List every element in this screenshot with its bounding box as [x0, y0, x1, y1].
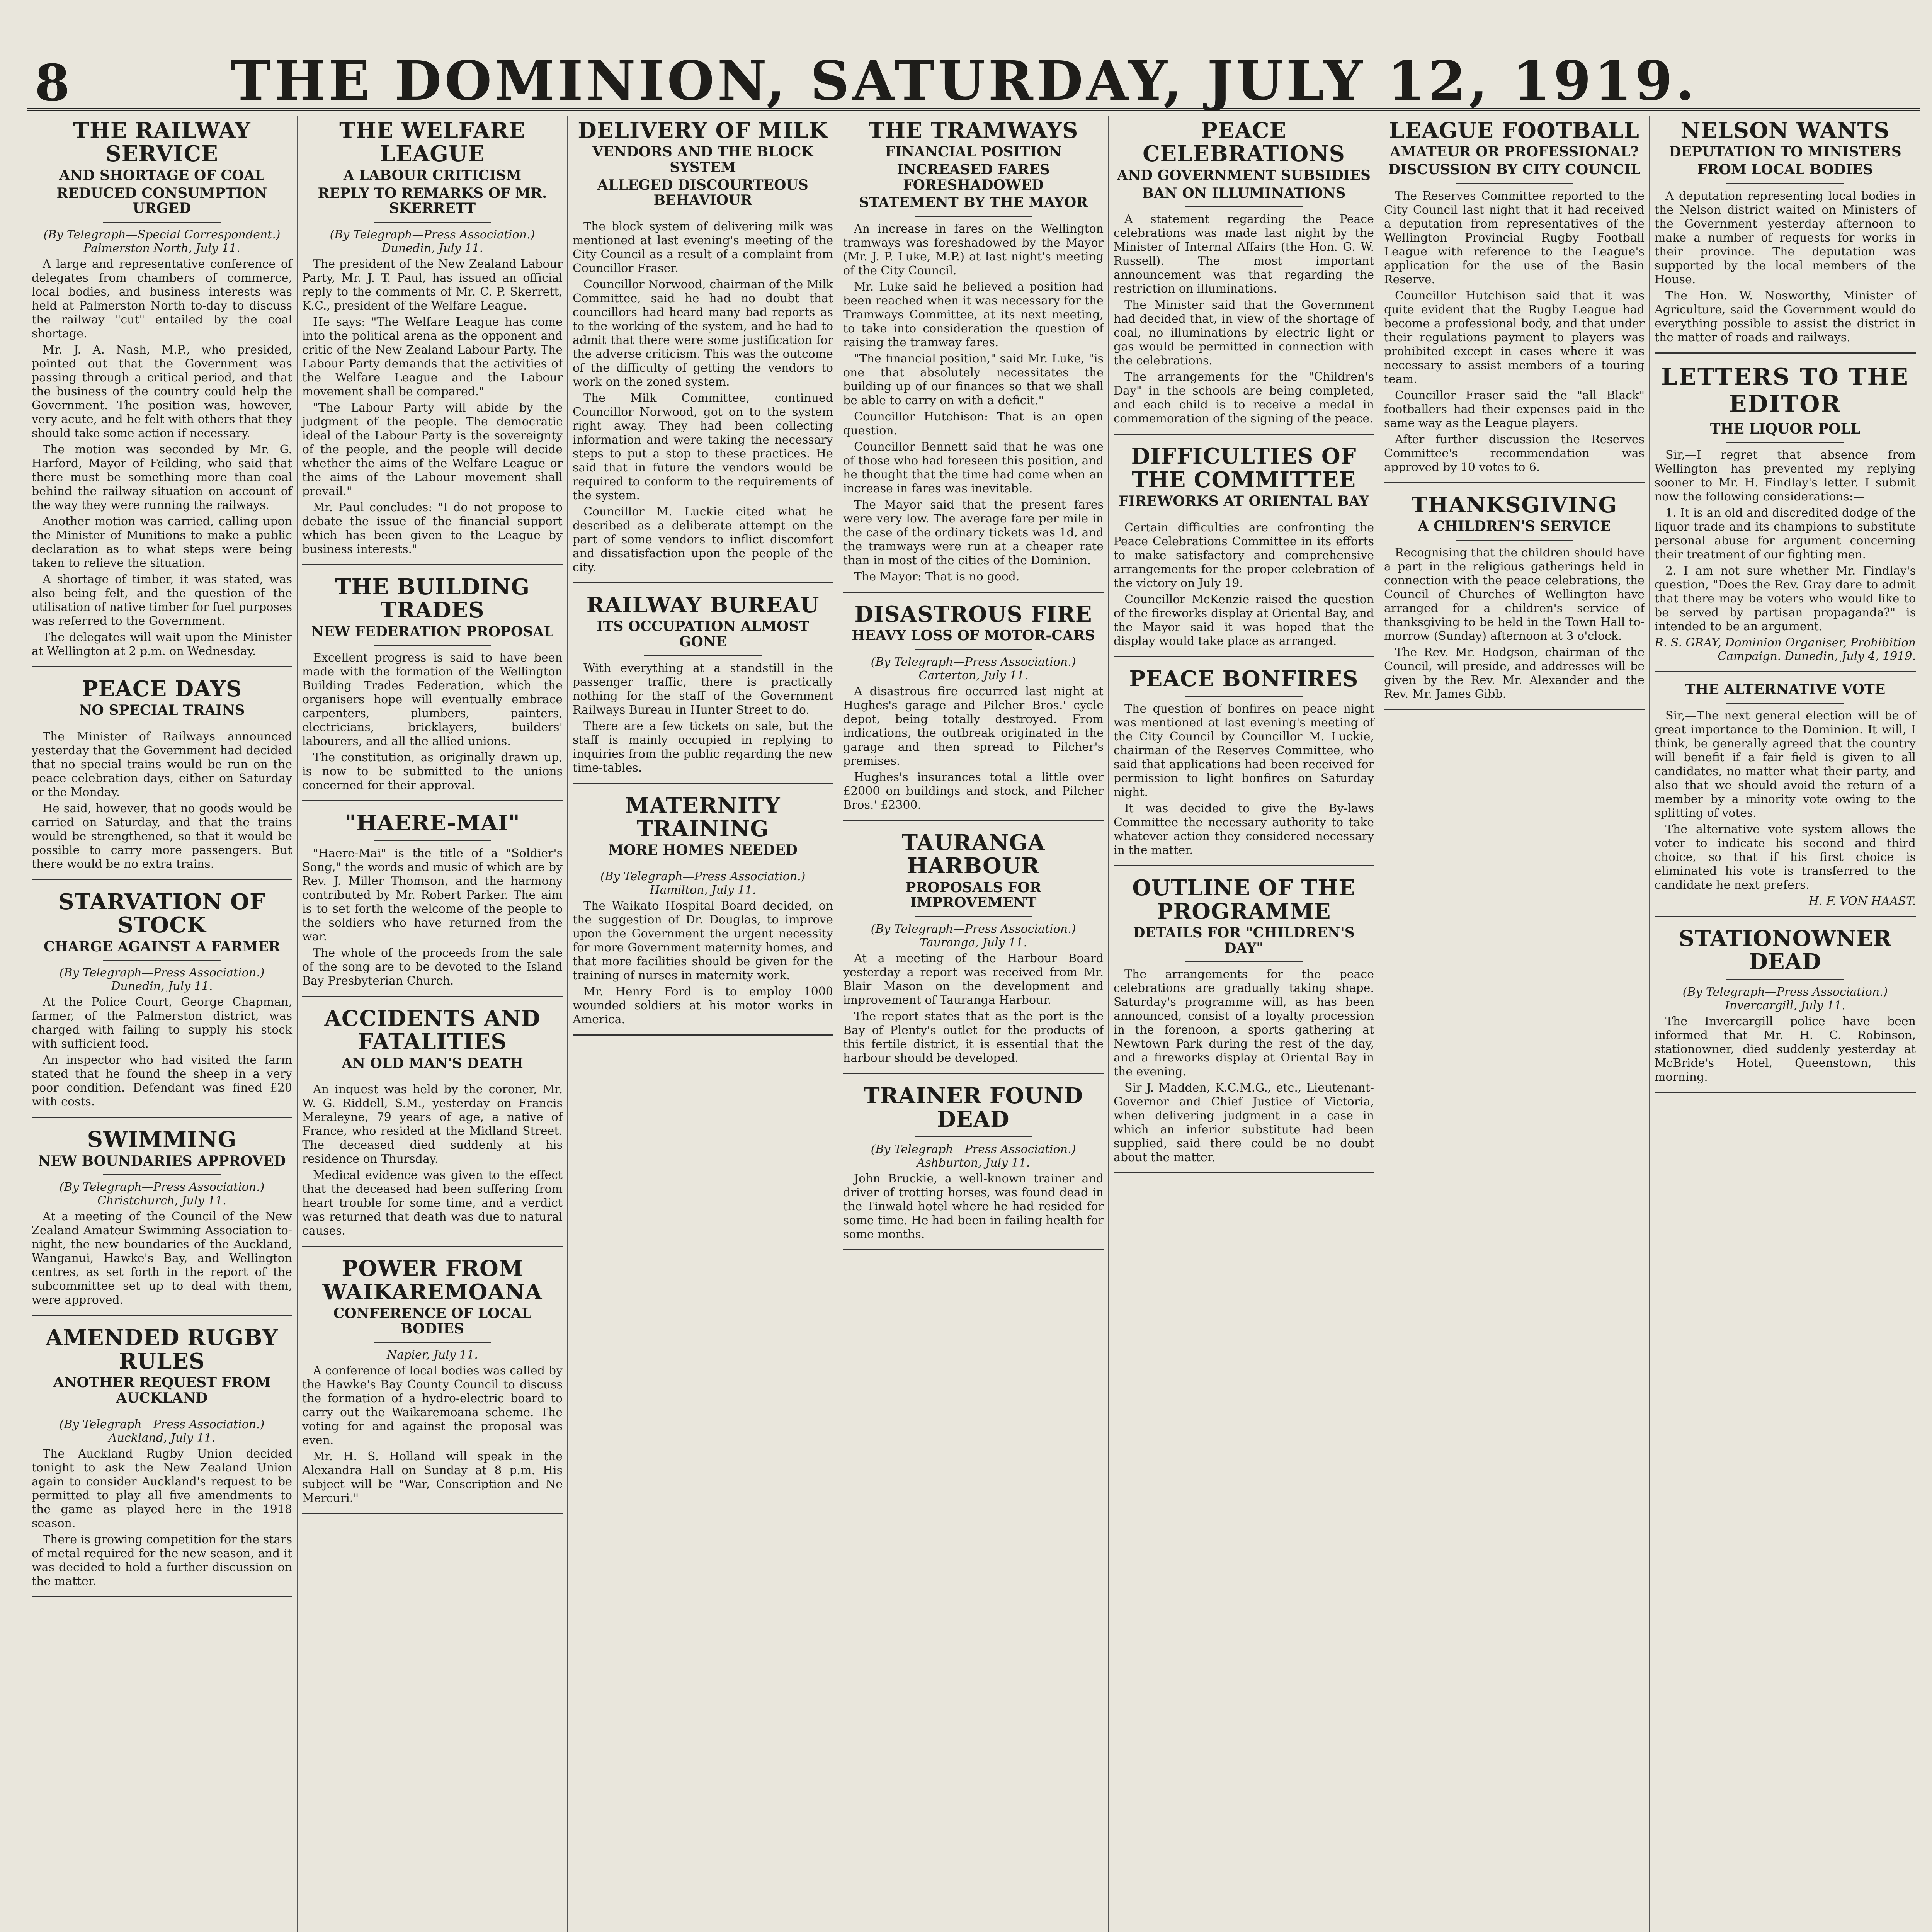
article-divider — [32, 879, 292, 880]
headline-rule — [644, 655, 761, 656]
article — [1655, 119, 1916, 354]
article-body — [1114, 702, 1374, 857]
page-number: 8 — [35, 53, 70, 112]
article-paragraph: At the Police Court, George Chapman, farmer, of the Palmerston district, was charged with failing to supply his stock with sufficient food. — [32, 995, 292, 1051]
article-subheading: HEAVY LOSS OF MOTOR-CARS — [852, 628, 1095, 644]
article-subheading: CONFERENCE OF LOCAL BODIES — [333, 1305, 532, 1337]
article-paragraph: A statement regarding the Peace celebrations was made last night by the Minister of Internal Affairs (the Hon. G. W. Russell). The most important announcement was that regarding the restriction on illuminations. — [1114, 213, 1374, 296]
article-paragraph: Excellent progress is said to have been made with the formation of the Wellington Building Trades Federation, which the organisers hope will eventually embrace carpenters, plumbers, painters, electricians, bricklayers, builders' labourers, and all the allied unions. — [302, 651, 563, 748]
article-paragraph: The arrangements for the peace celebrations are gradually taking shape. Saturday's programme will, as has been announced, consist of a loyalty procession in the forenoon, a sports gathering at Newtown Park during the rest of the day, and a fireworks display at Oriental Bay in the evening. — [1114, 968, 1374, 1079]
article-paragraph: "Haere-Mai" is the title of a "Soldier's Song," the words and music of which are by Rev. J. Miller Thomson, and the harmony contributed by Mr. Robert Parker. The aim is to set forth the welcome of the people to the soldiers who have returned from the war. — [302, 846, 563, 944]
article-paragraph: Hughes's insurances total a little over £2000 on buildings and stock, and Pilcher Bros.' £2300. — [843, 770, 1104, 812]
article-subheading: ITS OCCUPATION ALMOST GONE — [596, 618, 810, 650]
article-headline: STARVATION OF STOCK — [58, 889, 265, 938]
article-paragraph: The Reserves Committee reported to the City Council last night that it had received a deputation from representatives of the Wellington Provincial Rugby Football League with reference to the League's application for the use of the Basin Reserve. — [1384, 189, 1645, 286]
columns-container — [27, 116, 1920, 1932]
article-subheading: A CHILDREN'S SERVICE — [1418, 518, 1611, 535]
article-dateline: (By Telegraph—Special Correspondent.) Palmerston North, July 11. — [43, 228, 281, 255]
article-subheading: ALLEGED DISCOURTEOUS BEHAVIOUR — [597, 177, 808, 209]
article — [302, 1257, 563, 1514]
article-paragraph: Sir,—I regret that absence from Wellington has prevented my replying sooner to Mr. H. Findlay's letter. I submit now the following considerations:— — [1655, 448, 1916, 504]
headline-rule — [103, 222, 220, 223]
article-divider — [32, 1117, 292, 1118]
article-divider — [302, 800, 563, 801]
masthead — [27, 19, 1920, 111]
article — [32, 1128, 292, 1316]
article-headline: PEACE DAYS — [82, 676, 242, 702]
article-headline: TRAINER FOUND DEAD — [864, 1083, 1083, 1132]
article — [1655, 364, 1916, 672]
article-paragraph: Councillor Fraser said the "all Black" footballers had their expenses paid in the same way as the League players. — [1384, 388, 1645, 430]
article-subheading: MORE HOMES NEEDED — [608, 842, 798, 859]
article-headline: OUTLINE OF THE PROGRAMME — [1132, 875, 1355, 924]
article-divider — [32, 666, 292, 667]
article-paragraph: Councillor McKenzie raised the question of the fireworks display at Oriental Bay, and the Mayor said it was hoped that the display would take place as arranged. — [1114, 592, 1374, 648]
article-paragraph: The Waikato Hospital Board decided, on the suggestion of Dr. Douglas, to improve upon the Government the urgent necessity for more Government maternity homes, and that more facilities should be given for the training of nurses in maternity work. — [573, 899, 833, 983]
article-paragraph: Mr. Paul concludes: "I do not propose to debate the issue of the financial support which has been given to the League by business interests." — [302, 500, 563, 556]
newspaper-title: THE DOMINION, SATURDAY, JULY 12, 1919. — [231, 49, 1698, 113]
article-subheading: REDUCED CONSUMPTION URGED — [56, 185, 267, 217]
article-paragraph: The Minister said that the Government had decided that, in view of the shortage of coal, no illuminations by electric light or gas would be permitted in connection with the celebrations. — [1114, 298, 1374, 368]
article-headline: NELSON WANTS — [1680, 118, 1890, 143]
article-subheading: DETAILS FOR "CHILDREN'S DAY" — [1133, 925, 1355, 956]
headline-rule — [374, 645, 491, 646]
headline-rule — [374, 1342, 491, 1343]
article-headline: PEACE CELEBRATIONS — [1143, 118, 1345, 167]
article-dateline: Napier, July 11. — [387, 1348, 478, 1362]
article-headline: LEAGUE FOOTBALL — [1389, 118, 1639, 143]
article — [1384, 493, 1645, 710]
article-body — [32, 257, 292, 658]
column-5 — [1109, 116, 1379, 1932]
letter-signature: R. S. GRAY, Dominion Organiser, Prohibition Campaign. Dunedin, July 4, 1919. — [1655, 636, 1916, 663]
article-subheading: BAN ON ILLUMINATIONS — [1142, 185, 1346, 201]
headline-rule — [1185, 961, 1302, 962]
article-paragraph: John Bruckie, a well-known trainer and driver of trotting horses, was found dead in the Tinwald hotel where he had resided for some time. He had been in failing health for some months. — [843, 1172, 1104, 1241]
article — [302, 575, 563, 802]
article — [1114, 667, 1374, 866]
article-subheading: AN OLD MAN'S DEATH — [342, 1055, 523, 1071]
article-divider — [1655, 352, 1916, 354]
article-body — [1114, 213, 1374, 426]
article — [573, 119, 833, 583]
headline-rule — [1726, 703, 1844, 704]
article-headline: "HAERE-MAI" — [345, 810, 520, 836]
article-paragraph: Councillor Hutchison said that it was quite evident that the Rugby League had become a professional body, and that under their regulations payment to players was prohibited except in cases where it was necessary to assist members of a touring team. — [1384, 289, 1645, 386]
article-subheading: PROPOSALS FOR IMPROVEMENT — [905, 879, 1041, 911]
letter-signature: H. F. VON HAAST. — [1808, 894, 1916, 908]
article-subheading: FINANCIAL POSITION — [885, 144, 1062, 160]
article-paragraph: The Invercargill police have been informed that Mr. H. C. Robinson, stationowner, died suddenly yesterday at McBride's Hotel, Queenstown, this morning. — [1655, 1014, 1916, 1084]
article-body — [843, 222, 1104, 584]
article-paragraph: There is growing competition for the stars of metal required for the new season, and it was decided to hold a further discussion on the matter. — [32, 1532, 292, 1588]
article-divider — [1655, 1092, 1916, 1093]
article-subheading: REPLY TO REMARKS OF MR. SKERRETT — [318, 185, 547, 217]
article-paragraph: A large and representative conference of delegates from chambers of commerce, local bodies, and business interests was held at Palmerston North to-day to discuss the railway "cut" entailed by the coal shortage. — [32, 257, 292, 340]
article-headline: THE WELFARE LEAGUE — [339, 118, 526, 167]
article-paragraph: The block system of delivering milk was mentioned at last evening's meeting of the City Council as a result of a complaint from Councillor Fraser. — [573, 219, 833, 275]
article-headline: MATERNITY TRAINING — [625, 793, 781, 842]
article-dateline: (By Telegraph—Press Association.) Tauranga, July 11. — [871, 922, 1076, 950]
article-headline: LETTERS TO THE EDITOR — [1661, 363, 1909, 418]
column-2 — [298, 116, 568, 1932]
article-paragraph: The whole of the proceeds from the sale of the song are to be devoted to the Island Bay Presbyterian Church. — [302, 946, 563, 988]
article-subheading: NO SPECIAL TRAINS — [79, 702, 245, 719]
article-subheading: AMATEUR OR PROFESSIONAL? — [1390, 144, 1639, 160]
article-headline: STATIONOWNER DEAD — [1679, 925, 1892, 975]
article-body — [1655, 1015, 1916, 1084]
article-subheading: INCREASED FARES FORESHADOWED — [897, 162, 1050, 193]
article-paragraph: The Mayor said that the present fares were very low. The average fare per mile in the case of the ordinary tickets was 1d, and the tramways were run at a cheaper rate than in most of the cities of the Dominion. — [843, 498, 1104, 567]
article-divider — [843, 1249, 1104, 1250]
headline-rule — [374, 840, 491, 841]
column-1 — [27, 116, 298, 1932]
article-paragraph: A conference of local bodies was called by the Hawke's Bay County Council to discuss the formation of a hydro-electric board to carry out the Waikaremoana scheme. The voting for and against the proposal was even. — [302, 1364, 563, 1447]
article-body — [302, 1083, 563, 1238]
article-divider — [573, 783, 833, 784]
headline-rule — [915, 649, 1032, 650]
article — [843, 603, 1104, 821]
article-paragraph: A disastrous fire occurred last night at Hughes's garage and Pilcher Bros.' cycle depot, being totally destroyed. From indications, the outbreak originated in the garage and then spread to Pilcher's premises. — [843, 684, 1104, 768]
headline-rule — [915, 216, 1032, 217]
headline-rule — [1456, 183, 1573, 184]
article-paragraph: The alternative vote system allows the voter to indicate his second and third choice, so that if his first choice is eliminated his vote is transferred to the candidate he next prefers. — [1655, 822, 1916, 892]
article-divider — [1114, 1172, 1374, 1173]
article-paragraph: It was decided to give the By-laws Committee the necessary authority to take whatever action they considered necessary in the matter. — [1114, 802, 1374, 857]
article-subheading: THE LIQUOR POLL — [1710, 420, 1861, 437]
article-body — [32, 995, 292, 1109]
article-paragraph: The president of the New Zealand Labour Party, Mr. J. T. Paul, has issued an official reply to the comments of Mr. C. P. Skerrett, K.C., president of the Welfare League. — [302, 257, 563, 313]
article-divider — [1114, 434, 1374, 435]
article-dateline: (By Telegraph—Press Association.) Ashburton, July 11. — [871, 1142, 1076, 1170]
article-headline: THE TRAMWAYS — [868, 118, 1078, 143]
article — [302, 1007, 563, 1247]
article-divider — [573, 1034, 833, 1036]
article — [573, 794, 833, 1036]
article-divider — [1655, 671, 1916, 672]
article-subheading: ANOTHER REQUEST FROM AUCKLAND — [53, 1374, 271, 1406]
article-paragraph: Certain difficulties are confronting the Peace Celebrations Committee in its efforts to make satisfactory and comprehensive arrangements for the proper celebration of the victory on July 19. — [1114, 520, 1374, 590]
article-paragraph: Mr. Henry Ford is to employ 1000 wounded soldiers at his motor works in America. — [573, 985, 833, 1027]
headline-rule — [1726, 183, 1844, 184]
article-subheading: DEPUTATION TO MINISTERS — [1669, 144, 1901, 160]
article-divider — [843, 592, 1104, 593]
article-subheading: FROM LOCAL BODIES — [1697, 162, 1873, 178]
article-paragraph: The constitution, as originally drawn up, is now to be submitted to the unions concerned for their approval. — [302, 751, 563, 793]
headline-rule — [915, 1136, 1032, 1137]
article-body — [1655, 189, 1916, 345]
article-divider — [302, 564, 563, 565]
article — [1655, 682, 1916, 917]
article-subheading: AND GOVERNMENT SUBSIDIES — [1117, 167, 1371, 184]
article-paragraph: Councillor Norwood, chairman of the Milk Committee, said he had no doubt that councillors had heard many bad reports as to the working of the system, and he had to admit that there were some justification for the adverse criticism. This was the outcome of the difficulty of getting the vendors to work on the zoned system. — [573, 277, 833, 389]
article-body — [1384, 546, 1645, 701]
article-paragraph: After further discussion the Reserves Committee's recommendation was approved by 10 votes to 6. — [1384, 432, 1645, 474]
article-divider — [1114, 656, 1374, 657]
article-dateline: (By Telegraph—Press Association.) Invercargill, July 11. — [1682, 985, 1888, 1012]
article-subheading: THE ALTERNATIVE VOTE — [1685, 681, 1886, 698]
article-paragraph: 2. I am not sure whether Mr. Findlay's question, "Does the Rev. Gray dare to admit that there may be voters who would like to be served by partisan propaganda?" is intended to be an argument. — [1655, 564, 1916, 634]
article — [1114, 119, 1374, 435]
headline-rule — [1185, 206, 1302, 207]
article-paragraph: Sir J. Madden, K.C.M.G., etc., Lieutenant-Governor and Chief Justice of Victoria, when delivering judgment in a case in which an inferior substitute had been supplied, said there could be no doubt about the matter. — [1114, 1081, 1374, 1165]
article-dateline: (By Telegraph—Press Association.) Hamilton, July 11. — [600, 870, 806, 897]
article-body — [1384, 189, 1645, 474]
article-paragraph: Councillor Bennett said that he was one of those who had foreseen this position, and he thought that the time had come when an increase in fares was inevitable. — [843, 440, 1104, 495]
headline-rule — [915, 916, 1032, 917]
article-body — [302, 847, 563, 988]
article-body — [573, 662, 833, 775]
article-headline: SWIMMING — [87, 1127, 237, 1153]
article-body — [573, 220, 833, 575]
article — [302, 119, 563, 565]
article-divider — [302, 1246, 563, 1247]
article-divider — [302, 996, 563, 997]
article-paragraph: The Minister of Railways announced yesterday that the Government had decided that no special trains would be run on the peace celebration days, either on Saturday or the Monday. — [32, 730, 292, 799]
article — [1114, 876, 1374, 1173]
article — [1384, 119, 1645, 483]
article-subheading: CHARGE AGAINST A FARMER — [44, 938, 280, 955]
article-paragraph: The Auckland Rugby Union decided tonight to ask the New Zealand Union again to consider Auckland's request to be permitted to play all five amendments to the game as played here in the 1918 season. — [32, 1447, 292, 1530]
article-paragraph: Sir,—The next general election will be of great importance to the Dominion. It will, I think, be generally agreed that the country will benefit if a fair field is given to all candidates, no matter what their party, and also that we should avoid the return of a member by a minority vote owing to the splitting of votes. — [1655, 709, 1916, 820]
article-paragraph: "The financial position," said Mr. Luke, "is one that absolutely necessitates the building up of our finances so that we shall be able to carry on with a deficit." — [843, 352, 1104, 407]
article-paragraph: He said, however, that no goods would be carried on Saturday, and that the trains would be strengthened, so that it would be possible to carry more passengers. But there would be no extra trains. — [32, 801, 292, 871]
column-3 — [568, 116, 838, 1932]
article-divider — [32, 1596, 292, 1597]
article-paragraph: "The Labour Party will abide by the judgment of the people. The democratic ideal of the Labour Party is the sovereignty of the people, and the people will decide whether the aims of the Welfare League or the aims of the Labour movement shall prevail." — [302, 401, 563, 498]
article-paragraph: The Mayor: That is no good. — [854, 570, 1020, 583]
article-divider — [1384, 709, 1645, 710]
article-body — [32, 1210, 292, 1307]
article-body — [302, 651, 563, 793]
article-dateline: (By Telegraph—Press Association.) Christchurch, July 11. — [59, 1180, 265, 1208]
article-paragraph: There are a few tickets on sale, but the staff is mainly occupied in replying to inquiries from the public regarding the new time-tables. — [573, 719, 833, 775]
article-body — [302, 257, 563, 556]
article-subheading: A LABOUR CRITICISM — [343, 167, 522, 184]
article-paragraph: The arrangements for the "Children's Day" in the schools are being completed, and each child is to receive a medal in commemoration of the signing of the peace. — [1114, 370, 1374, 426]
column-4 — [838, 116, 1109, 1932]
article-paragraph: Councillor Hutchison: That is an open question. — [843, 410, 1104, 437]
article-paragraph: An inspector who had visited the farm stated that he found the sheep in a very poor condition. Defendant was fined £20 with costs. — [32, 1053, 292, 1109]
headline-rule — [103, 1174, 220, 1175]
article-divider — [302, 1513, 563, 1514]
article-paragraph: With everything at a standstill in the passenger traffic, there is practically nothing for the staff of the Government Railways Bureau in Hunter Street to do. — [573, 661, 833, 717]
article-body — [843, 952, 1104, 1065]
article-paragraph: Medical evidence was given to the effect that the deceased had been suffering from heart trouble for some time, and a verdict was returned that death was due to natural causes. — [302, 1168, 563, 1238]
article-paragraph: Councillor M. Luckie cited what he described as a deliberate attempt on the part of some vendors to inflict discomfort and dissatisfaction upon the people of the city. — [573, 505, 833, 574]
article-paragraph: Mr. J. A. Nash, M.P., who presided, pointed out that the Government was passing through a critical period, and that the business of the country could help the Government. The position was, however, very acute, and he felt with others that they should take some action if necessary. — [32, 343, 292, 440]
article-paragraph: Recognising that the children should have a part in the religious gatherings held in connection with the peace celebrations, the Council of Churches of Wellington have arranged for a children's service of thanksgiving to be held in the Town Hall to-morrow (Sunday) afternoon at 3 o'clock. — [1384, 546, 1645, 643]
article-body — [843, 1172, 1104, 1242]
article-headline: DIFFICULTIES OF THE COMMITTEE — [1131, 444, 1357, 493]
article — [843, 119, 1104, 593]
article-paragraph: A shortage of timber, it was stated, was also being felt, and the question of the utilisation of native timber for fuel purposes was referred to the Government. — [32, 572, 292, 628]
article-paragraph: At a meeting of the Harbour Board yesterday a report was received from Mr. Blair Mason on the development and improvement of Tauranga Harbour. — [843, 952, 1104, 1007]
article-body — [1655, 709, 1916, 892]
article-paragraph: The report states that as the port is the Bay of Plenty's outlet for the products of this fertile district, it is essential that the harbour should be developed. — [843, 1010, 1104, 1065]
article — [1114, 445, 1374, 657]
article-divider — [32, 1315, 292, 1316]
article-body — [843, 685, 1104, 812]
headline-rule — [1726, 979, 1844, 980]
article-paragraph: Mr. Luke said he believed a position had been reached when it was necessary for the Tramways Committee, at its next meeting, to take into consideration the question of raising the tramway fares. — [843, 280, 1104, 349]
article — [1655, 927, 1916, 1093]
article-paragraph: The question of bonfires on peace night was mentioned at last evening's meeting of the City Council by Councillor M. Luckie, chairman of the Reserves Committee, who said that applications had been received for permission to light bonfires on Saturday night. — [1114, 702, 1374, 799]
article-paragraph: The Milk Committee, continued Councillor Norwood, got on to the system right away. They had been collecting information and were taking the necessary steps to put a stop to these practices. He said that in future the vendors would be required to conform to the requirements of the system. — [573, 391, 833, 502]
article-subheading: AND SHORTAGE OF COAL — [59, 167, 265, 184]
article-body — [32, 1447, 292, 1588]
headline-rule — [374, 222, 491, 223]
article-paragraph: The motion was seconded by Mr. G. Harford, Mayor of Feilding, who said that there must be something more than coal behind the railway situation on account of the way they were running the railways. — [32, 442, 292, 512]
article-body — [302, 1364, 563, 1505]
headline-rule — [1726, 442, 1844, 443]
article-divider — [843, 820, 1104, 821]
article-subheading: STATEMENT BY THE MAYOR — [859, 194, 1088, 211]
headline-rule — [1456, 540, 1573, 541]
article-headline: PEACE BONFIRES — [1129, 666, 1359, 692]
article-paragraph: He says: "The Welfare League has come into the political arena as the opponent and critic of the New Zealand Labour Party. The Labour Party demands that the activities of the Welfare League and the Labour movement shall be compared." — [302, 315, 563, 398]
article-dateline: (By Telegraph—Press Association.) Carterton, July 11. — [871, 655, 1076, 682]
article-headline: DISASTROUS FIRE — [854, 601, 1092, 627]
column-6 — [1379, 116, 1650, 1932]
article-dateline: (By Telegraph—Press Association.) Dunedin, July 11. — [330, 228, 535, 255]
article-subheading: VENDORS AND THE BLOCK SYSTEM — [592, 144, 813, 176]
article — [32, 119, 292, 667]
article-paragraph: A deputation representing local bodies in the Nelson district waited on Ministers of the Government yesterday afternoon to make a number of requests for works in their province. The deputation was supported by the local members of the House. — [1655, 189, 1916, 286]
article-headline: THANKSGIVING — [1411, 492, 1617, 518]
article — [32, 890, 292, 1118]
article-paragraph: The delegates will wait upon the Minister at Wellington at 2 p.m. on Wednesday. — [32, 630, 292, 658]
article-body — [1114, 521, 1374, 648]
article-dateline: (By Telegraph—Press Association.) Dunedin, July 11. — [59, 966, 265, 993]
article-headline: AMENDED RUGBY RULES — [46, 1325, 278, 1374]
newspaper-page — [27, 19, 1920, 1932]
article — [843, 1084, 1104, 1250]
article-body — [1655, 448, 1916, 634]
article-subheading: DISCUSSION BY CITY COUNCIL — [1388, 162, 1641, 178]
article — [573, 594, 833, 784]
article — [843, 831, 1104, 1074]
article-subheading: NEW FEDERATION PROPOSAL — [311, 623, 554, 640]
article-divider — [1384, 482, 1645, 483]
article-divider — [1114, 865, 1374, 866]
article-body — [573, 899, 833, 1027]
headline-rule — [103, 960, 220, 961]
article-headline: ACCIDENTS AND FATALITIES — [324, 1005, 541, 1055]
article-paragraph: Another motion was carried, calling upon the Minister of Munitions to make a public declaration as to what steps were being taken to relieve the situation. — [32, 514, 292, 570]
article-paragraph: An inquest was held by the coroner, Mr. W. G. Riddell, S.M., yesterday on Francis Meraleyne, 79 years of age, a native of France, who resided at the Midland Street. The deceased died suddenly at his residence on Thursday. — [302, 1083, 563, 1166]
article-headline: RAILWAY BUREAU — [586, 592, 820, 618]
article-body — [1114, 968, 1374, 1165]
article-headline: THE BUILDING TRADES — [335, 574, 530, 623]
article-paragraph: The Hon. W. Nosworthy, Minister of Agriculture, said the Government would do everything possible to assist the district in the matter of roads and railways. — [1655, 289, 1916, 344]
article-dateline: (By Telegraph—Press Association.) Auckland, July 11. — [59, 1417, 265, 1445]
article-paragraph: Mr. H. S. Holland will speak in the Alexandra Hall on Sunday at 8 p.m. His subject will be "War, Conscription and Ne Mercuri." — [302, 1450, 563, 1505]
article-paragraph: An increase in fares on the Wellington tramways was foreshadowed by the Mayor (Mr. J. P. Luke, M.P.) at last night's meeting of the City Council. — [843, 222, 1104, 277]
headline-rule — [1185, 696, 1302, 697]
article-subheading: NEW BOUNDARIES APPROVED — [38, 1153, 286, 1169]
article-headline: THE RAILWAY SERVICE — [73, 118, 251, 167]
article — [32, 1326, 292, 1597]
article-headline: DELIVERY OF MILK — [578, 118, 828, 143]
article-divider — [573, 582, 833, 583]
article-paragraph: 1. It is an old and discredited dodge of the liquor trade and its champions to substitute personal abuse for argument concerning their treatment of our fighting men. — [1655, 506, 1916, 562]
article-divider — [1655, 916, 1916, 917]
article-paragraph: At a meeting of the Council of the New Zealand Amateur Swimming Association to-night, the new boundaries of the Auckland, Wanganui, Hawke's Bay, and Wellington centres, as set forth in the report of the subcommittee set up to deal with them, were approved. — [32, 1210, 292, 1307]
article — [302, 811, 563, 997]
article — [32, 677, 292, 880]
article-headline: POWER FROM WAIKAREMOANA — [322, 1256, 543, 1305]
article-divider — [843, 1073, 1104, 1074]
column-7 — [1650, 116, 1920, 1932]
article-subheading: FIREWORKS AT ORIENTAL BAY — [1119, 493, 1369, 510]
article-paragraph: The Rev. Mr. Hodgson, chairman of the Council, will preside, and addresses will be given by the Rev. Mr. Alexander and the Rev. Mr. James Gibb. — [1384, 645, 1645, 701]
article-body — [32, 730, 292, 871]
article-headline: TAURANGA HARBOUR — [901, 830, 1045, 879]
